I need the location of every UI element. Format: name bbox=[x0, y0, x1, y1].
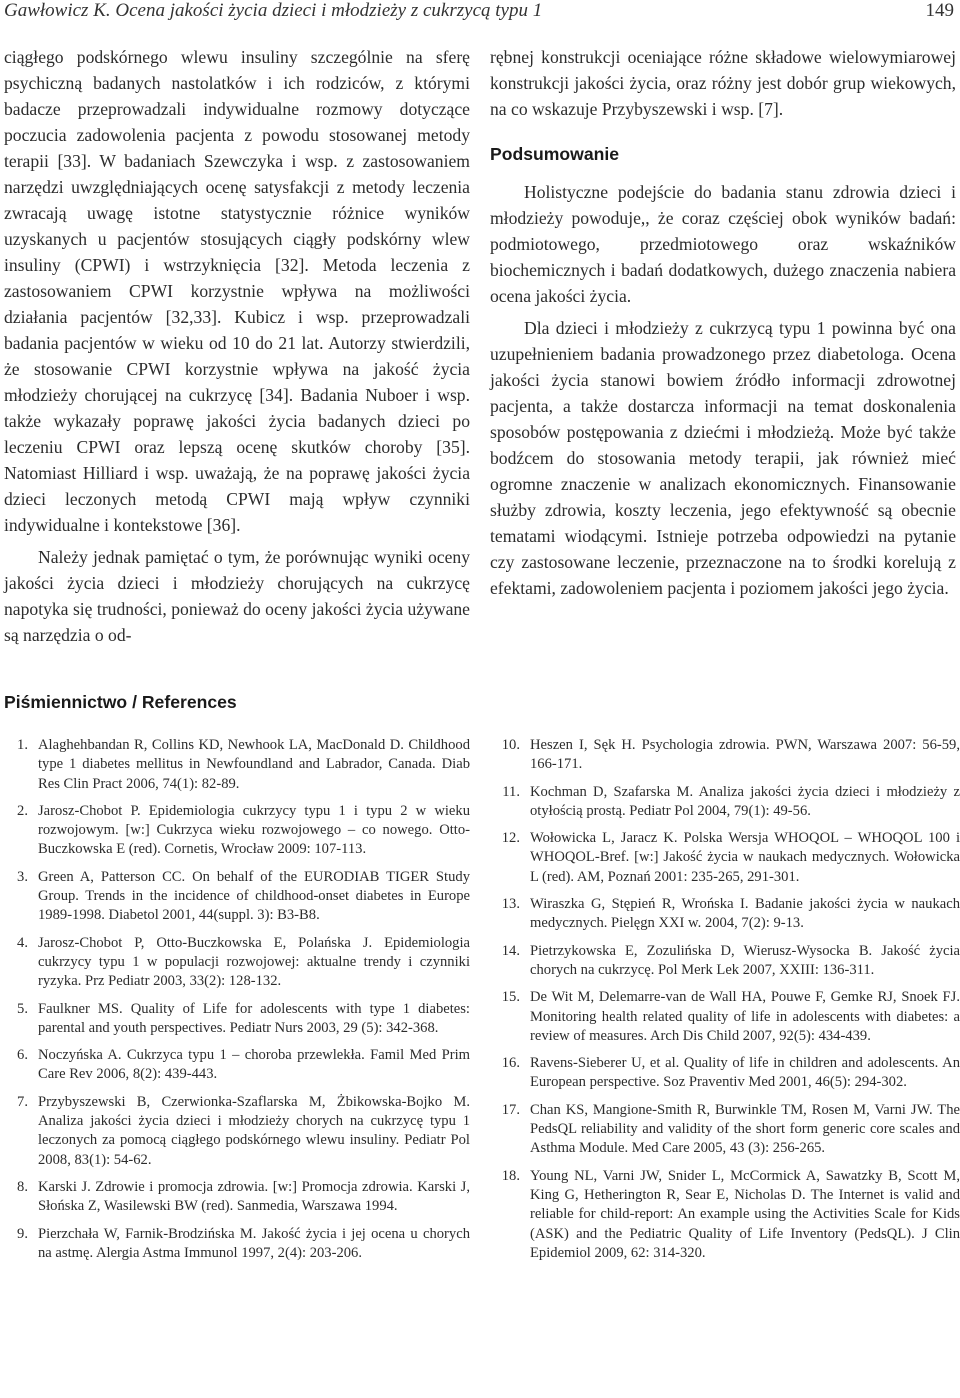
reference-text: Jarosz-Chobot P, Otto-Buczkowska E, Polańska J. Epidemiologia cukrzycy typu 1 w populacji rozwojowej: aktualne trendy i czynniki ryzyka. Prz Pediatr 2003, 33(2): 128-132. bbox=[38, 934, 470, 990]
body-paragraph: Dla dzieci i młodzieży z cukrzycą typu 1 powinna być ona uzupełnieniem badania prowadzonego przez diabetologa. Ocena jakości życia stanowi bowiem źródło informacji zdrowotnej pacjenta, a także dostarcza informacji na temat doskonalenia sposobów postępowania z dziećmi i młodzieżą. Może być także bodźcem do stosowania metody terapii, jak również mieć ogromne znaczenie w analizach ekonomicznych. Finansowanie służby zdrowia, koszty leczenia, jego efektywność są obecnie tematami wiodącymi. Istnieje potrzeba odpowiedzi na pytanie czy zastosowane leczenie, przeznaczone na to środki korelują z efektami, zadowoleniem pacjenta i poziomem jakości jego życia. bbox=[490, 318, 956, 598]
reference-item bbox=[490, 1167, 960, 1263]
reference-text: Pierzchała W, Farnik-Brodzińska M. Jakość życia i jej ocena u chorych na astmę. Alergia Astma Immunol 1997, 2(4): 203-206. bbox=[38, 1225, 470, 1261]
reference-item bbox=[490, 783, 960, 822]
reference-number: 8. bbox=[17, 1178, 28, 1195]
reference-text: Chan KS, Mangione-Smith R, Burwinkle TM, Rosen M, Varni JW. The PedsQL reliability and validity of the short form generic core scales and Asthma Module. Med Care 2005, 43 (3): 256-265. bbox=[530, 1101, 960, 1157]
reference-item bbox=[490, 895, 960, 934]
references-title: Piśmiennictwo / References bbox=[4, 692, 237, 712]
reference-text: Kochman D, Szafarska M. Analiza jakości życia dzieci i młodzieży z otyłością prostą. Pediatr Pol 2004, 79(1): 49-56. bbox=[530, 783, 960, 819]
reference-item bbox=[4, 1178, 470, 1217]
reference-item bbox=[4, 1000, 470, 1039]
reference-text: Wiraszka G, Stępień R, Wrońska I. Badanie jakości życia w naukach medycznych. Pielęgn XXI w. 2004, 7(2): 9-13. bbox=[530, 896, 960, 932]
reference-number: 1. bbox=[17, 737, 28, 753]
left-column bbox=[4, 44, 470, 648]
body-paragraph: Należy jednak pamiętać o tym, że porównując wyniki oceny jakości życia dzieci i młodzieży chorujących na cukrzycę napotyka się trudności, ponieważ do oceny jakości życia używane są narzędzia o od- bbox=[4, 547, 470, 645]
reference-item bbox=[4, 934, 470, 992]
right-column bbox=[490, 44, 956, 601]
reference-text: Young NL, Varni JW, Snider L, McCormick A, Sawatzky B, Scott M, King G, Hetherington R, Sear E, Nicholas D. The Internet is valid and reliable for child-report: An example using the Activities Scale for Kids (ASK) and the Pediatric Quality of Life Inventory (PedsQL). J Clin Epidemiol 2009, 62: 314-320. bbox=[530, 1167, 960, 1261]
reference-number: 17. bbox=[501, 1101, 520, 1118]
reference-number: 15. bbox=[501, 989, 520, 1006]
reference-number: 12. bbox=[501, 830, 520, 847]
reference-text: Pietrzykowska E, Zozulińska D, Wierusz-Wysocka B. Jakość życia chorych na cukrzycę. Pol Merk Lek 2007, XXIII: 136-311. bbox=[530, 942, 960, 978]
reference-number: 6. bbox=[17, 1047, 28, 1064]
reference-text: Karski J. Zdrowie i promocja zdrowia. [w:] Promocja zdrowia. Karski J, Słońska Z, Wasilewski BW (red). Sanmedia, Warszawa 1994. bbox=[38, 1178, 470, 1215]
reference-number: 13. bbox=[501, 896, 520, 913]
section-title: Podsumowanie bbox=[490, 144, 620, 164]
reference-item bbox=[490, 736, 960, 775]
reference-item bbox=[490, 1101, 960, 1159]
reference-number: 14. bbox=[501, 942, 520, 959]
reference-item bbox=[4, 736, 470, 794]
reference-number: 2. bbox=[17, 802, 28, 819]
reference-text: Noczyńska A. Cukrzyca typu 1 – choroba przewlekła. Famil Med Prim Care Rev 2006, 8(2): 439-443. bbox=[38, 1047, 470, 1083]
reference-text: Faulkner MS. Quality of Life for adolescents with type 1 diabetes: parental and youth perspectives. Pediatr Nurs 2003, 29 (5): 342-368. bbox=[38, 1000, 470, 1036]
running-title: Gawłowicz K. Ocena jakości życia dzieci i młodzieży z cukrzycą typu 1 bbox=[4, 0, 543, 21]
reference-text: Heszen I, Sęk H. Psychologia zdrowia. PWN, Warszawa 2007: 56-59, 166-171. bbox=[530, 737, 960, 773]
reference-item bbox=[4, 868, 470, 926]
references-list-right bbox=[490, 736, 960, 1271]
reference-number: 9. bbox=[17, 1225, 28, 1242]
reference-text: Ravens-Sieberer U, et al. Quality of life in children and adolescents. An European perspective. Soz Praventiv Med 2001, 46(5): 294-302. bbox=[530, 1055, 960, 1091]
reference-text: De Wit M, Delemarre-van de Wall HA, Pouwe F, Gemke RJ, Snoek FJ. Monitoring health related quality of life in adolescents with diabetes: a review of measures. Arch Dis Child 2007, 92(5): 434-439. bbox=[530, 989, 960, 1044]
reference-item bbox=[490, 1054, 960, 1093]
body-paragraph: ciągłego podskórnego wlewu insuliny szczególnie na sferę psychiczną badanych nastolatków i ich rodziców, z którymi badacze przeprowadzali indywidualne rozmowy dotyczące poczucia zadowolenia pacjenta z powodu stosowanej metody terapii [33]. W badaniach Szewczyka i wsp. z zastosowaniem narzędzi uwzględniających ocenę satysfakcji z metody leczenia zwracają uwagę istotne statystycznie różnice wyników uzyskanych u pacjentów stosujących ciągły podskórny wlew insuliny (CPWI) i wstrzyknięcia [32]. Metoda leczenia z zastosowaniem CPWI korzystnie wpływa na możliwości działania pacjentów [32,33]. Kubicz i wsp. przeprowadzali badania pacjentów w wieku od 10 do 21 lat. Autorzy stwierdzili, że stosowanie CPWI korzystnie wpływa na jakość życia młodzieży chorującej na cukrzycę [34]. Badania Nuboer i wsp. także wykazały poprawę jakości życia badanych dzieci po leczeniu CPWI oraz lepszą ocenę skutków choroby [35]. Natomiast Hilliard i wsp. uważają, że na poprawę jakości życia dzieci leczonych metodą CPWI mają wpływ czynniki indywidualne i kontekstowe [36]. bbox=[4, 47, 470, 535]
reference-number: 18. bbox=[501, 1167, 520, 1184]
page-number: 149 bbox=[925, 0, 954, 21]
reference-item bbox=[490, 942, 960, 981]
body-paragraph: Holistyczne podejście do badania stanu zdrowia dzieci i młodzieży powoduje,, że coraz częściej obok wyników badań: podmiotowego, przedmiotowego oraz wskaźników biochemicznych i badań dodatkowych, dużego znaczenia nabiera ocena jakości życia. bbox=[490, 182, 956, 306]
reference-text: Przybyszewski B, Czerwionka-Szaflarska M, Żbikowska-Bojko M. Analiza jakości życia dzieci i młodzieży chorych na cukrzycę typu 1 leczonych za pomocą ciągłego podskórnego wlewu insuliny. Pediatr Pol 2008, 83(1): 54-62. bbox=[38, 1093, 470, 1168]
reference-number: 16. bbox=[501, 1055, 520, 1072]
reference-item bbox=[4, 802, 470, 860]
reference-number: 3. bbox=[17, 868, 28, 885]
reference-item bbox=[4, 1046, 470, 1085]
reference-item bbox=[490, 988, 960, 1046]
reference-number: 5. bbox=[17, 1000, 28, 1017]
references-list-left bbox=[4, 736, 470, 1271]
reference-number: 10. bbox=[501, 737, 520, 753]
body-paragraph: rębnej konstrukcji oceniające różne składowe wielowymiarowej konstrukcji jakości życia, oraz różny jest dobór grup wiekowych, na co wskazuje Przybyszewski i wsp. [7]. bbox=[490, 47, 956, 119]
reference-item bbox=[490, 829, 960, 887]
reference-item bbox=[4, 1093, 470, 1170]
reference-item bbox=[4, 1225, 470, 1264]
running-header bbox=[0, 0, 960, 30]
reference-number: 7. bbox=[17, 1093, 28, 1110]
reference-text: Jarosz-Chobot P. Epidemiologia cukrzycy typu 1 i typu 2 w wieku rozwojowym. [w:] Cukrzyca wieku rozwojowego – co nowego. Otto-Buczkowska E (red). Cornetis, Wrocław 2009: 107-113. bbox=[38, 802, 470, 858]
reference-number: 11. bbox=[502, 783, 520, 800]
reference-text: Alaghehbandan R, Collins KD, Newhook LA, MacDonald D. Childhood type 1 diabetes mellitus in Newfoundland and Labrador, Canada. Diab Res Clin Pract 2006, 74(1): 82-89. bbox=[38, 737, 470, 792]
reference-text: Green A, Patterson CC. On behalf of the EURODIAB TIGER Study Group. Trends in the incidence of childhood-onset diabetes in Europe 1989-1998. Diabetol 2001, 44(suppl. 3): B3-B8. bbox=[38, 868, 470, 924]
reference-text: Wołowicka L, Jaracz K. Polska Wersja WHOQOL – WHOQOL 100 i WHOQOL-Bref. [w:] Jakość życia w naukach medycznych. Wołowicka L (red). AM, Poznań 2001: 235-265, 291-301. bbox=[530, 830, 960, 885]
reference-number: 4. bbox=[17, 934, 28, 951]
